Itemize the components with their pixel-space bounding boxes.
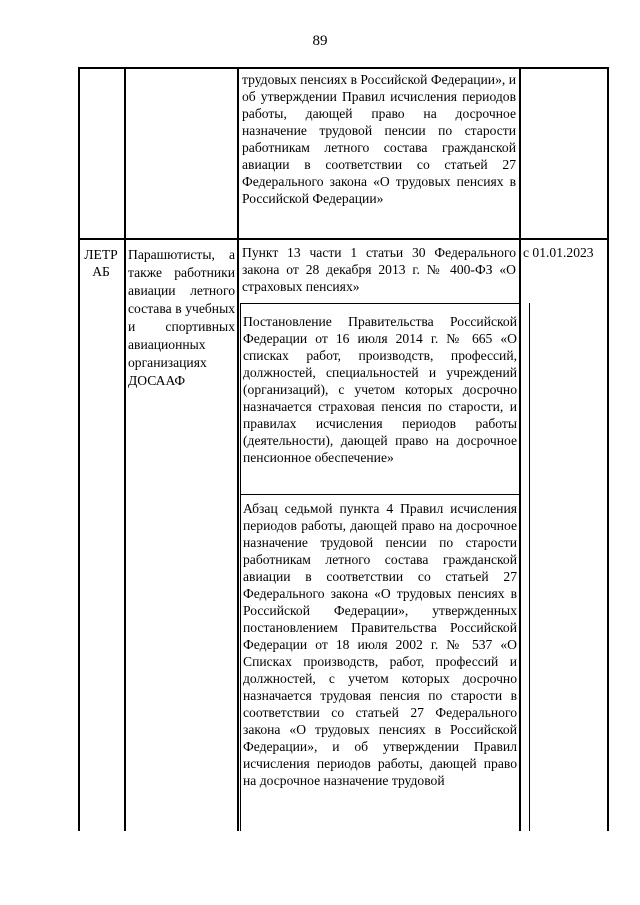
column-divider-2 <box>237 67 239 831</box>
law-item-divider-2 <box>240 494 520 495</box>
column-divider-3 <box>519 67 521 831</box>
table-top-border <box>78 67 608 69</box>
position-code <box>80 246 122 280</box>
law-item-3: Абзац седьмой пункта 4 Правил исчисления периодов работы, дающей право на досрочное назначение трудовой пенсии по старости работникам летного состава гражданской авиации в соответствии со статьей 27 Федерального закона «О трудовых пенсиях в Российской Федерации», утвержденных постановлением Правительства Российской Федерации от 18 июля 2002 г. № 537 «О Списках производств, работ, профессий и должностей, с учетом которых досрочно назначается трудовая пенсия по старости в соответствии со статьей 27 Федерального закона «О трудовых пенсиях в Российской Федерации», и об утверждении Правил исчисления периодов работы, дающей право на досрочное назначение трудовой <box>243 501 517 788</box>
law-item-2: Постановление Правительства Российской Федерации от 16 июля 2014 г. № 665 «О списках работ, производств, профессий, должностей, специальностей и учреждений (организаций), с учетом которых досрочно назначается страховая пенсия по старости, и правилах исчисления периодов работы (деятельности), дающей право на досрочное пенсионное обеспечение» <box>243 314 517 465</box>
table-left-border <box>78 67 80 831</box>
row-divider <box>78 238 608 240</box>
law-item-inner-left <box>240 303 241 831</box>
law-item-inner-right <box>529 303 530 831</box>
law-item-1: Пункт 13 части 1 статьи 30 Федерального закона от 28 декабря 2013 г. № 400-ФЗ «О страховых пенсиях» <box>242 245 516 294</box>
column-divider-1 <box>124 67 126 831</box>
effective-date: с 01.01.2023 <box>523 245 594 260</box>
position-code-line2: АБ <box>92 264 110 279</box>
position-code-line1: ЛЕТР <box>84 247 118 262</box>
page-number: 89 <box>312 33 328 49</box>
position-description: Парашютисты, а также работники авиации летного состава в учебных и спортивных авиационных организациях ДОСААФ <box>128 247 235 388</box>
law-item-divider-1 <box>240 303 520 304</box>
continuation-law-text: трудовых пенсиях в Российской Федерации», и об утверждении Правил исчисления периодов работы, дающей право на досрочное назначение трудовой пенсии по старости работникам летного состава гражданской авиации в соответствии со статьей 27 Федерального закона «О трудовых пенсиях в Российской Федерации» <box>242 72 516 206</box>
table-right-border <box>607 67 609 831</box>
